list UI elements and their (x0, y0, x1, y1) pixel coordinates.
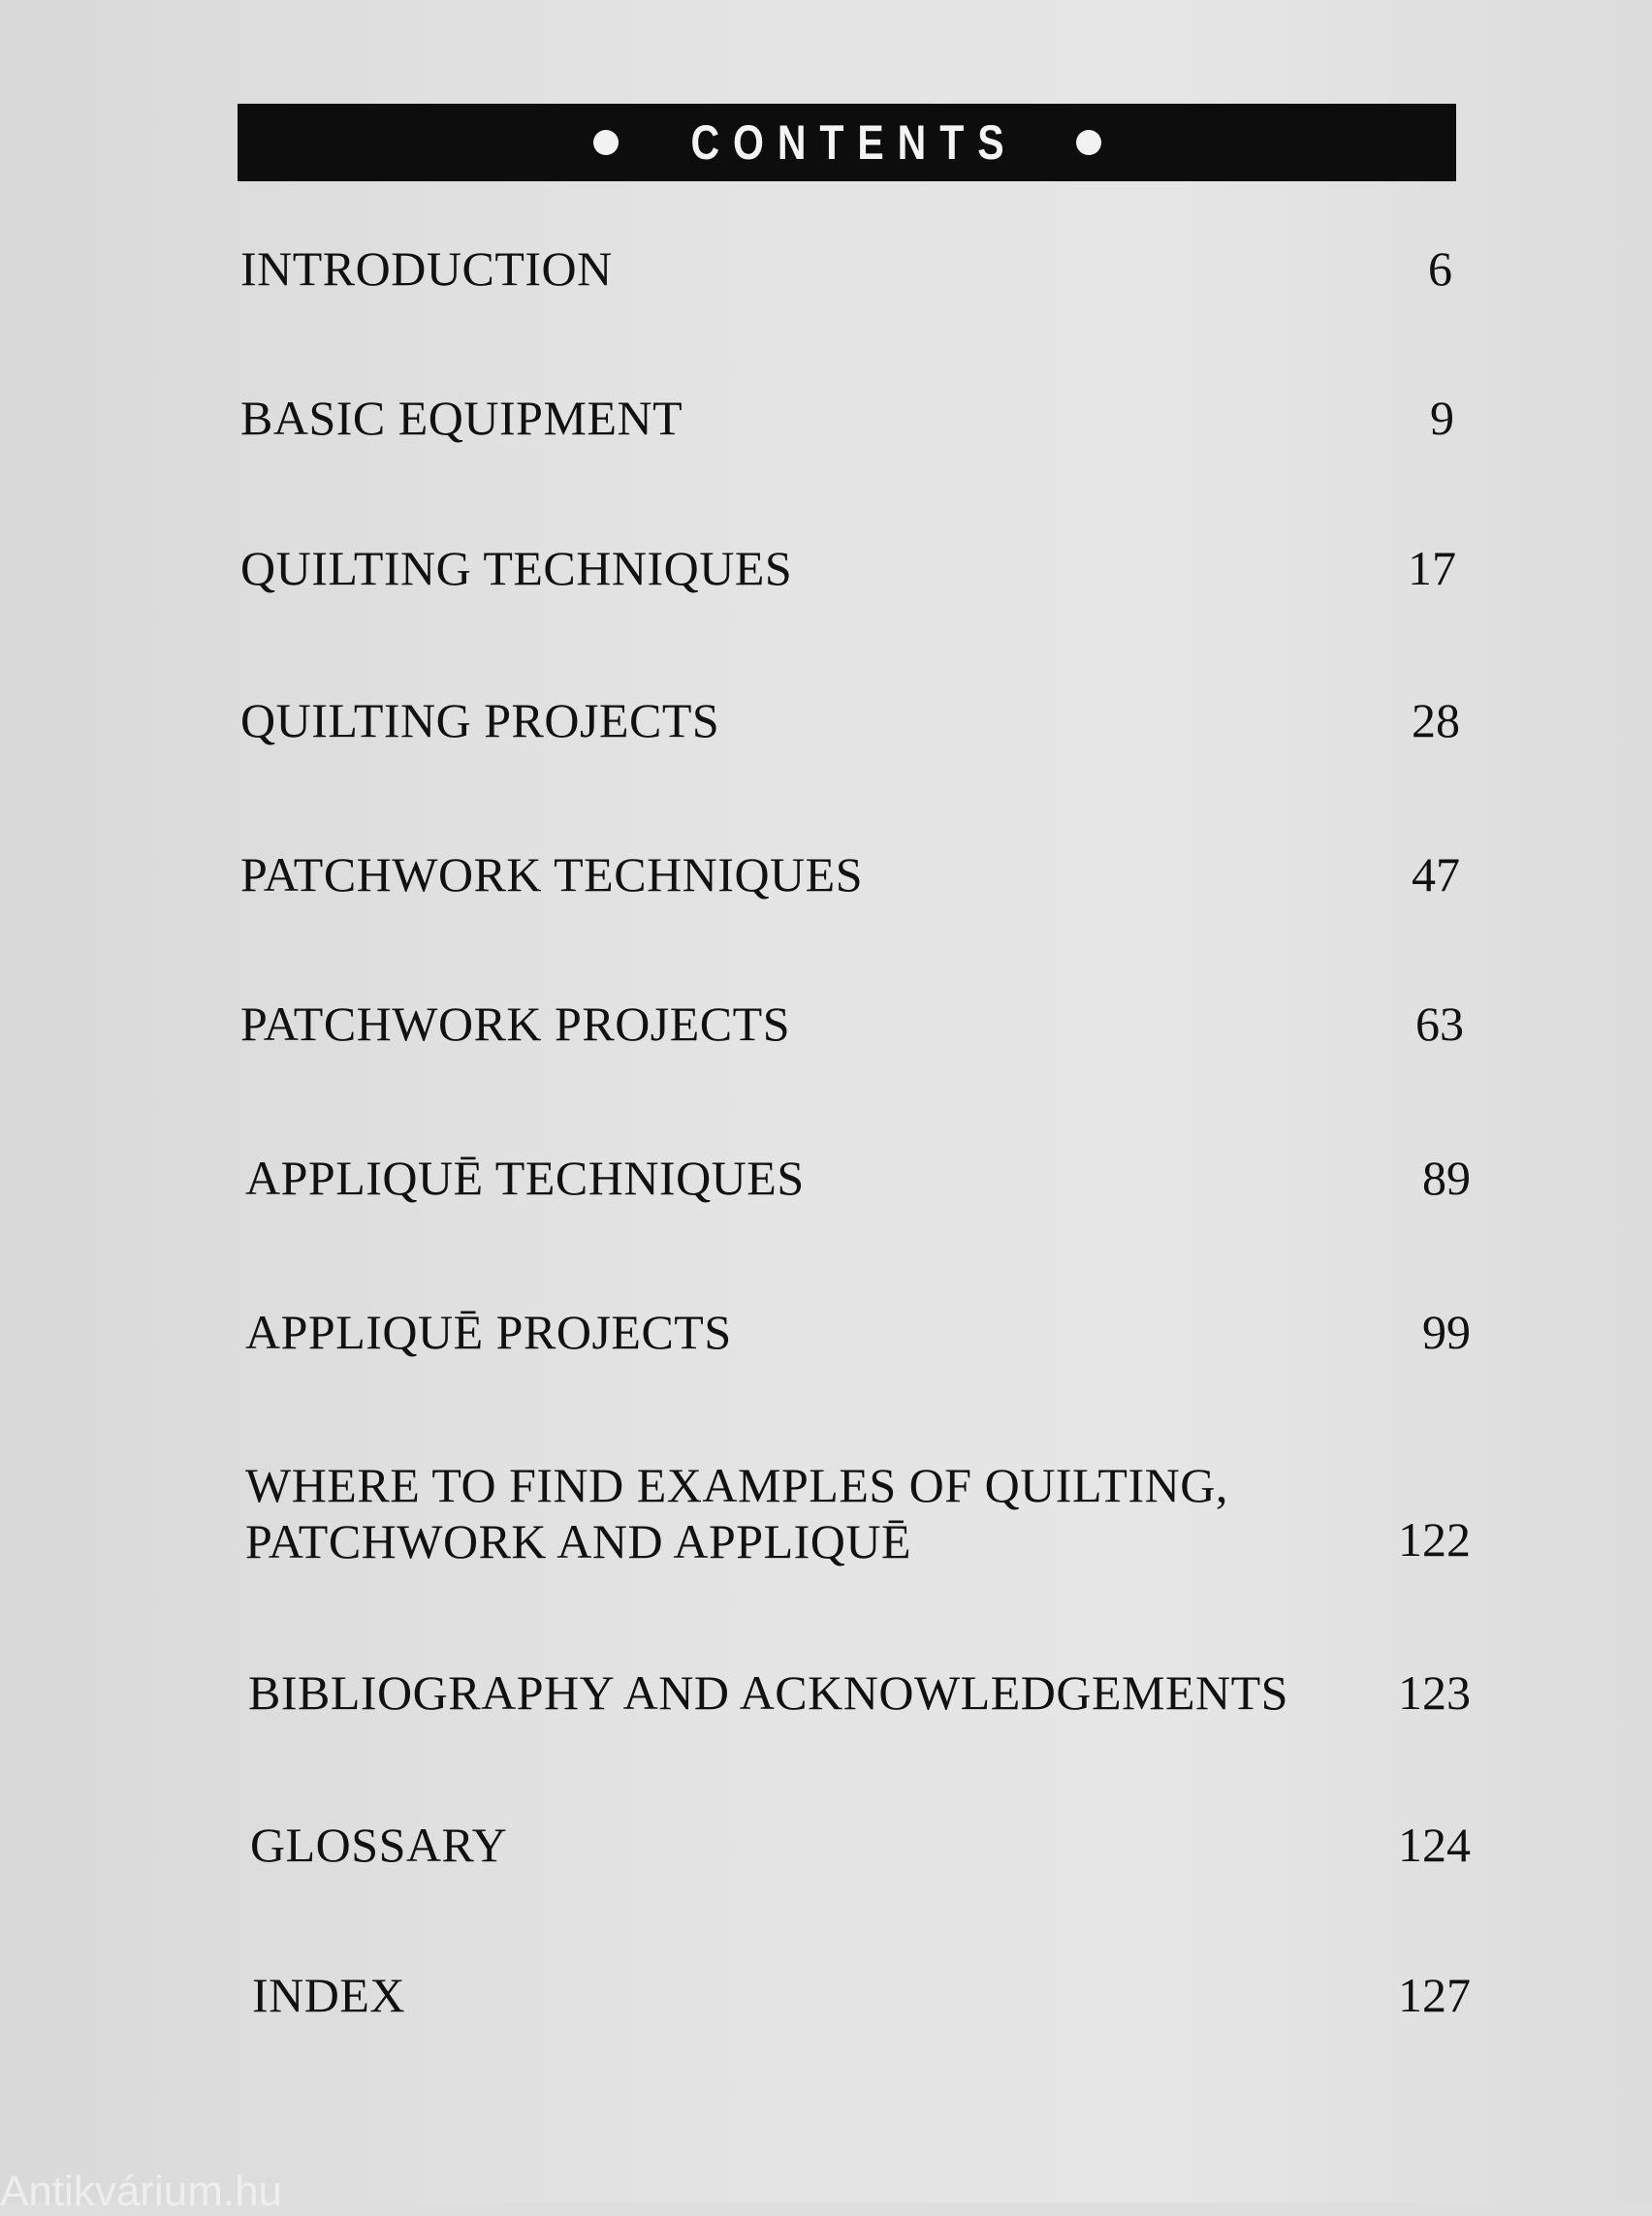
toc-entry-page: 99 (1422, 1305, 1471, 1359)
toc-entry-page: 63 (1415, 997, 1464, 1051)
toc-entry-page: 124 (1398, 1818, 1471, 1872)
toc-entry-title-line-2: PATCHWORK AND APPLIQUĒ (245, 1514, 912, 1568)
toc-entry-page: 9 (1430, 391, 1454, 445)
toc-entry-page: 28 (1412, 693, 1460, 747)
toc-entry-page: 127 (1398, 1968, 1471, 2022)
toc-entry-where-to-find-examples[interactable] (245, 1457, 1471, 1573)
toc-entry-title: QUILTING PROJECTS (240, 693, 720, 747)
toc-entry-page: 123 (1398, 1665, 1471, 1720)
toc-entry-title: INDEX (252, 1968, 406, 2022)
toc-entry-title: APPLIQUĒ PROJECTS (245, 1305, 732, 1359)
toc-entry-page: 47 (1412, 847, 1460, 902)
toc-entry-title-line-1: WHERE TO FIND EXAMPLES OF QUILTING, (245, 1458, 1228, 1512)
toc-entry-page: 6 (1428, 241, 1452, 296)
contents-heading: CONTENTS (689, 115, 1017, 170)
toc-entry-page: 17 (1408, 541, 1456, 595)
toc-entry-title: QUILTING TECHNIQUES (240, 541, 793, 595)
toc-entry-title: APPLIQUĒ TECHNIQUES (245, 1151, 805, 1205)
toc-entry-title: BIBLIOGRAPHY AND ACKNOWLEDGEMENTS (248, 1665, 1288, 1720)
toc-entry-page: 122 (1398, 1512, 1471, 1567)
toc-entry-title: BASIC EQUIPMENT (240, 391, 683, 445)
toc-entry-title: INTRODUCTION (240, 241, 613, 296)
toc-entry-title: PATCHWORK PROJECTS (240, 997, 791, 1051)
toc-entry-title: PATCHWORK TECHNIQUES (240, 847, 864, 902)
toc-entry-title: GLOSSARY (250, 1818, 508, 1872)
toc-entry-page: 89 (1422, 1151, 1471, 1205)
watermark-text: Antikvárium.hu (0, 2168, 283, 2215)
